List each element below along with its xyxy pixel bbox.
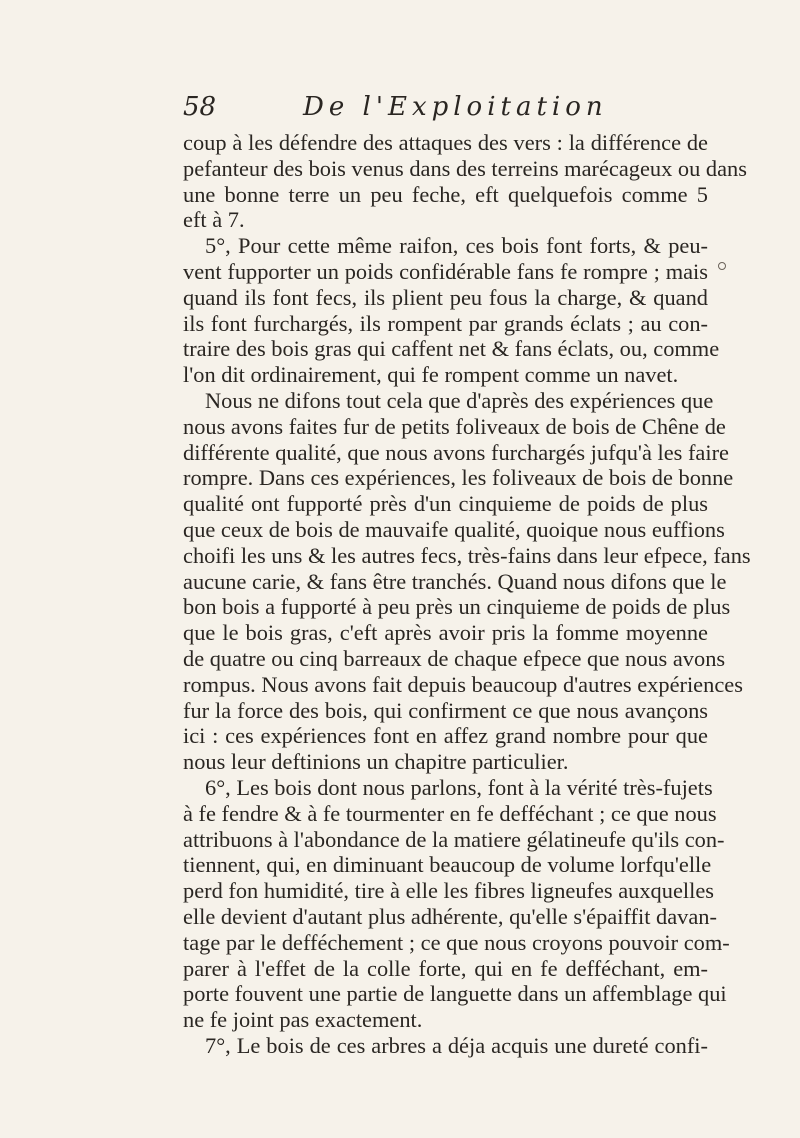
page-number: 58 <box>183 92 217 122</box>
text-line: une bonne terre un peu feche, eft quelquefois comme 5 <box>183 181 708 207</box>
running-title: De l'Exploitation <box>303 92 608 122</box>
text-line: 7°, Le bois de ces arbres a déja acquis une dureté confi- <box>205 1032 708 1058</box>
text-line: pefanteur des bois venus dans des terreins marécageux ou dans <box>183 155 747 181</box>
text-line: de quatre ou cinq barreaux de chaque efpece que nous avons <box>183 645 726 671</box>
text-line: traire des bois gras qui caffent net & fans éclats, ou, comme <box>183 336 720 362</box>
text-line: aucune carie, & fans être tranchés. Quand nous difons que le <box>183 568 727 594</box>
text-line: rompre. Dans ces expériences, les foliveaux de bois de bonne <box>183 465 734 491</box>
text-line: qualité ont fupporté près d'un cinquieme de poids de plus <box>183 491 708 517</box>
text-line: Nous ne difons tout cela que d'après des expériences que <box>205 387 714 413</box>
text-line: attribuons à l'abondance de la matiere gélatineufe qu'ils con- <box>183 826 725 852</box>
text-line: que le bois gras, c'eft après avoir pris la fomme moyenne <box>183 620 708 646</box>
text-line: bon bois a fupporté à peu près un cinquieme de poids de plus <box>183 594 731 620</box>
text-line: porte fouvent une partie de languette dans un affemblage qui <box>183 981 727 1007</box>
text-line: ici : ces expériences font en affez grand nombre pour que <box>183 723 708 749</box>
text-line: coup à les défendre des attaques des vers : la différence de <box>183 130 708 155</box>
text-line: l'on dit ordinairement, qui fe rompent comme un navet. <box>183 362 679 388</box>
text-line: tiennent, qui, en diminuant beaucoup de volume lorfqu'elle <box>183 852 712 878</box>
text-line: fur la force des bois, qui confirment ce que nous avançons <box>183 697 708 723</box>
text-line: eft à 7. <box>183 207 245 233</box>
text-line: ils font furchargés, ils rompent par grands éclats ; au con- <box>183 310 708 336</box>
body-text <box>183 130 751 1059</box>
text-line: parer à l'effet de la colle forte, qui en fe defféchant, em- <box>183 955 708 981</box>
text-line: différente qualité, que nous avons furchargés jufqu'à les faire <box>183 439 729 465</box>
text-line: choifi les uns & les autres fecs, très-fains dans leur efpece, fans <box>183 542 751 568</box>
text-line: nous avons faites fur de petits foliveaux de bois de Chêne de <box>183 413 726 439</box>
text-line: 5°, Pour cette même raifon, ces bois font forts, & peu- <box>205 233 708 259</box>
running-head <box>183 92 703 132</box>
text-line: perd fon humidité, tire à elle les fibres ligneufes auxquelles <box>183 878 714 904</box>
text-line: ne fe joint pas exactement. <box>183 1007 423 1033</box>
text-line: elle devient d'autant plus adhérente, qu'elle s'épaiffit davan- <box>183 903 717 929</box>
text-line: nous leur deftinions un chapitre particulier. <box>183 749 569 775</box>
text-line: vent fupporter un poids confidérable fans fe rompre ; mais <box>183 258 708 284</box>
text-line: rompus. Nous avons fait depuis beaucoup d'autres expériences <box>183 671 743 697</box>
text-line: que ceux de bois de mauvaife qualité, quoique nous euffions <box>183 516 725 542</box>
text-line: 6°, Les bois dont nous parlons, font à la vérité très-fujets <box>205 774 713 800</box>
text-line: tage par le defféchement ; ce que nous croyons pouvoir com- <box>183 929 730 955</box>
margin-mark <box>718 262 726 270</box>
text-line: à fe fendre & à fe tourmenter en fe defféchant ; ce que nous <box>183 800 717 826</box>
text-line: quand ils font fecs, ils plient peu fous la charge, & quand <box>183 284 708 310</box>
